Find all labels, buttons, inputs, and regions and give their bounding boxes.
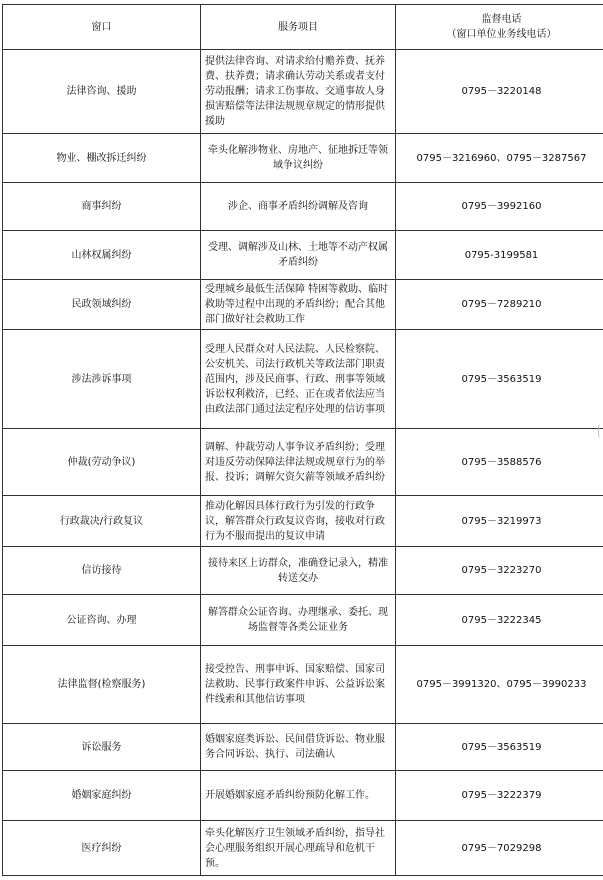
table-row bbox=[3, 280, 603, 330]
table-row bbox=[3, 231, 603, 280]
service-description: 调解、仲裁劳动人事争议矛盾纠纷；受理对违反劳动保障法律法规或规章行为的举报、投诉；调解欠资欠薪等领域矛盾纠纷 bbox=[201, 429, 396, 496]
table-row bbox=[3, 50, 603, 134]
header-phone-title: 监督电话 bbox=[481, 14, 522, 25]
window-name: 行政裁决/行政复议 bbox=[3, 496, 201, 547]
service-window-table bbox=[2, 4, 603, 876]
phone-number: 0795－3222345 bbox=[396, 595, 603, 646]
window-name: 山林权属纠纷 bbox=[3, 231, 201, 280]
phone-number: 0795－3219973 bbox=[396, 496, 603, 547]
service-description: 推动化解因具体行政行为引发的行政争议，解答群众行政复议咨询，接收对行政行为不服而提出的复议申请 bbox=[201, 496, 396, 547]
phone-number: 0795－3991320、0795－3990233 bbox=[396, 646, 603, 724]
window-name: 商事纠纷 bbox=[3, 183, 201, 231]
phone-number: 0795－3992160 bbox=[396, 183, 603, 231]
service-description: 牵头化解医疗卫生领域矛盾纠纷，指导社会心理服务组织开展心理疏导和危机干预。 bbox=[201, 821, 396, 876]
header-phone bbox=[396, 5, 603, 50]
phone-number: 0795－3220148 bbox=[396, 50, 603, 134]
window-name: 物业、棚改拆迁纠纷 bbox=[3, 134, 201, 183]
service-description: 婚姻家庭类诉讼、民间借贷诉讼、物业服务合同诉讼、执行、司法确认 bbox=[201, 724, 396, 771]
phone-number: 0795-3199581 bbox=[396, 231, 603, 280]
table-header-row bbox=[3, 5, 603, 50]
window-name: 民政领域纠纷 bbox=[3, 280, 201, 330]
phone-number: 0795－7289210 bbox=[396, 280, 603, 330]
phone-number: 0795－3588576 bbox=[396, 429, 603, 496]
table-row bbox=[3, 547, 603, 595]
table-row bbox=[3, 771, 603, 821]
phone-number: 0795－3216960、0795－3287567 bbox=[396, 134, 603, 183]
window-name: 公证咨询、办理 bbox=[3, 595, 201, 646]
window-name: 信访接待 bbox=[3, 547, 201, 595]
service-description: 受理城乡最低生活保障 特困等救助、临时救助等过程中出现的矛盾纠纷；配合其他部门做好社会救助工作 bbox=[201, 280, 396, 330]
table-row bbox=[3, 429, 603, 496]
table-row bbox=[3, 821, 603, 876]
header-phone-subtitle: （窗口单位业务线电话） bbox=[446, 29, 557, 40]
table-row bbox=[3, 330, 603, 429]
window-name: 婚姻家庭纠纷 bbox=[3, 771, 201, 821]
service-description: 开展婚姻家庭矛盾纠纷预防化解工作。 bbox=[201, 771, 396, 821]
table-row bbox=[3, 183, 603, 231]
phone-number: 0795－7029298 bbox=[396, 821, 603, 876]
table-row bbox=[3, 496, 603, 547]
header-service: 服务项目 bbox=[201, 5, 396, 50]
service-description: 提供法律咨询、对请求给付赡养费、抚养费、扶养费；请求确认劳动关系或者支付劳动报酬；请求工伤事故、交通事故人身损害赔偿等法律法规规章规定的情形提供援助 bbox=[201, 50, 396, 134]
window-name: 法律咨询、援助 bbox=[3, 50, 201, 134]
service-description: 受理人民群众对人民法院、人民检察院、公安机关、司法行政机关等政法部门职责范围内，涉及民商事、行政、刑事等领域诉讼权利救济，已经、正在或者依法应当由政法部门通过法定程序处理的信访事项 bbox=[201, 330, 396, 429]
phone-number: 0795－3563519 bbox=[396, 724, 603, 771]
table-row bbox=[3, 724, 603, 771]
service-description: 接待来区上访群众，准确登记录入，精准转送交办 bbox=[201, 547, 396, 595]
header-window: 窗口 bbox=[3, 5, 201, 50]
page-edge-marker bbox=[598, 424, 603, 438]
table-row bbox=[3, 646, 603, 724]
phone-number: 0795－3563519 bbox=[396, 330, 603, 429]
window-name: 仲裁(劳动争议) bbox=[3, 429, 201, 496]
table-row bbox=[3, 595, 603, 646]
phone-number: 0795－3222379 bbox=[396, 771, 603, 821]
service-description: 接受控告、刑事申诉、国家赔偿、国家司法救助、民事行政案件申诉、公益诉讼案件线索和其他信访事项 bbox=[201, 646, 396, 724]
service-description: 解答群众公证咨询、办理继承、委托、现场监督等各类公证业务 bbox=[201, 595, 396, 646]
window-name: 法律监督(检察服务) bbox=[3, 646, 201, 724]
service-description: 涉企、商事矛盾纠纷调解及咨询 bbox=[201, 183, 396, 231]
window-name: 医疗纠纷 bbox=[3, 821, 201, 876]
service-description: 受理、调解涉及山林、土地等不动产权属矛盾纠纷 bbox=[201, 231, 396, 280]
phone-number: 0795－3223270 bbox=[396, 547, 603, 595]
service-description: 牵头化解涉物业、房地产、征地拆迁等领域争议纠纷 bbox=[201, 134, 396, 183]
table-row bbox=[3, 134, 603, 183]
window-name: 诉讼服务 bbox=[3, 724, 201, 771]
window-name: 涉法涉诉事项 bbox=[3, 330, 201, 429]
